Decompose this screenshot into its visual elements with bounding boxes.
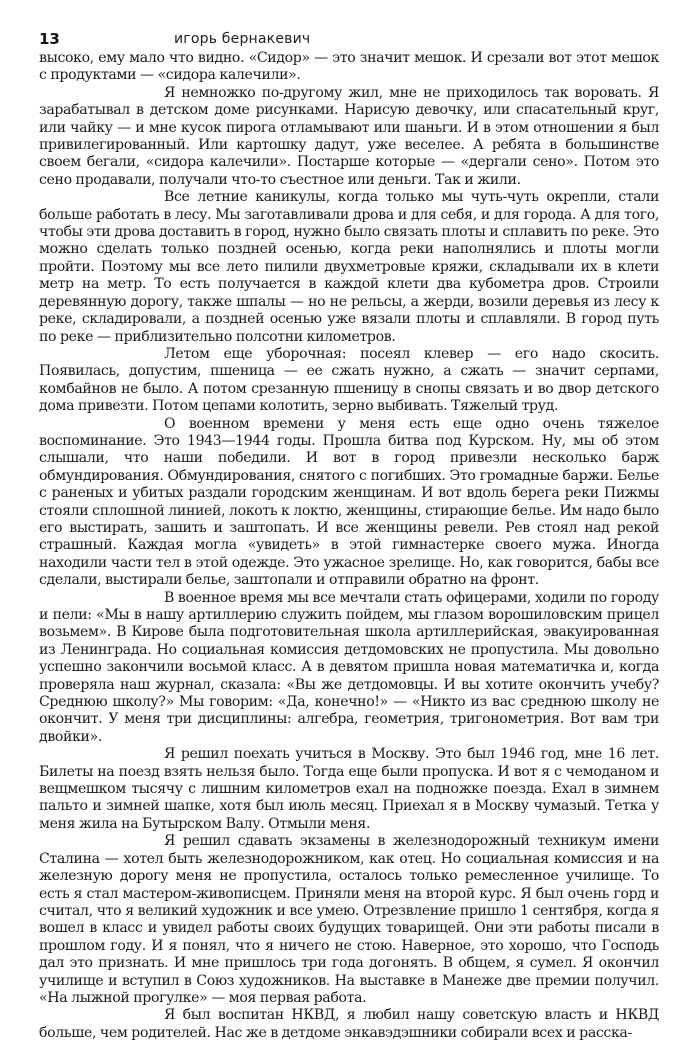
page-header xyxy=(39,28,659,50)
paragraph: Летом еще уборочная: посеял клевер — его надо скосить. Появилась, допустим, пшеница — ее сжать нужно, а сжать — значит серпами, комбайнов не было. А потом срезанную пшеницу в снопы связать и во двор детского дома привезти. Потом цепами колотить, зерно выбивать. Тяжелый труд. xyxy=(39,345,659,415)
page-number: 13 xyxy=(39,30,60,48)
paragraph: Я немножко по-другому жил, мне не приходилось так воровать. Я зарабатывал в детском доме рисунками. Нарисую девочку, или спасательный круг, или чайку — и мне кусок пирога отламывают или шаньги. И в этом отношении я был привилегированный. Или картошку дадут, уже веселее. А ребята в большинстве своем бегали, «сидора калечили». Постарше которые — «дергали сено». Потом это сено продавали, получали что-то съестное или деньги. Так и жили. xyxy=(39,84,659,188)
paragraph: Я был воспитан НКВД, я любил нашу советскую власть и НКВД больше, чем родителей. Нас же в детдоме энкавэдэшники собирали всех и расска- xyxy=(39,1007,659,1041)
paragraph: В военное время мы все мечтали стать офицерами, ходили по городу и пели: «Мы в нашу артиллерию служить пойдем, мы глазом ворошиловским прицел возьмем». В Кирове была подготовительная школа артиллерийская, эвакуированная из Ленинграда. Но социальная комиссия детдомовских не пропустила. Мы довольно успешно закончили восьмой класс. А в девятом пришла новая математичка и, когда проверяла наш журнал, сказала: «Вы же детдомовцы. И вы хотите окончить учебу? Среднюю школу?» Мы говорим: «Да, конечно!» — «Никто из вас среднюю школу не окончит. У меня три дисциплины: алгебра, геометрия, тригонометрия. Вот вам три двойки». xyxy=(39,589,659,745)
running-head-author: игорь бернакевич xyxy=(174,31,311,47)
paragraph: Я решил сдавать экзамены в железнодорожный техникум имени Сталина — хотел быть железнодорожником, как отец. Но социальная комиссия и на железную дорогу меня не пропустила, осталось только ремесленное училище. То есть я стал мастером-живописцем. Приняли меня на второй курс. Я был очень горд и считал, что я великий художник и все умею. Отрезвление пришло 1 сентября, когда я вошел в класс и увидел работы своих будущих товарищей. Они эти работы писали в прошлом году. И я понял, что я ничего не стою. Наверное, это хорошо, что Господь дал это признать. И мне пришлось три года догонять. В общем, я сумел. Я окончил училище и вступил в Союз художников. На выставке в Манеже две премии получил. «На лыжной прогулке» — моя первая работа. xyxy=(39,833,659,1006)
paragraph: Я решил поехать учиться в Москву. Это был 1946 год, мне 16 лет. Билеты на поезд взять нельзя было. Тогда еще были пропуска. И вот я с чемоданом и вещмешком тысячу с лишним километров ехал на подножке поезда. Ехал в зимнем пальто и зимней шапке, хотя был июль месяц. Приехал я в Москву чумазый. Тетка у меня жила на Бутырском Валу. Отмыли меня. xyxy=(39,746,659,832)
paragraph: О военном времени у меня есть еще одно очень тяжелое воспоминание. Это 1943—1944 годы. Прошла битва под Курском. Ну, мы об этом слышали, что наши победили. И вот в город привезли несколько барж обмундирования. Обмундирования, снятого с погибших. Это громадные баржи. Белье с раненых и убитых раздали городским женщинам. И вот вдоль берега реки Пижмы стояли сплошной линией, локоть к локтю, женщины, стирающие белье. Им надо было его выстирать, зашить и заштопать. И все женщины ревели. Рев стоял над рекой страшный. Каждая могла «увидеть» в этой гимнастерке своего мужа. Иногда находили части тел в этой одежде. Это ужасное зрелище. Но, как говорится, бабы все сделали, выстирали белье, заштопали и отправили обратно на фронт. xyxy=(39,415,659,589)
paragraph: высоко, ему мало что видно. «Сидор» — это значит мешок. И срезали вот этот мешок с продуктами — «сидора калечили». xyxy=(39,50,659,84)
body-text xyxy=(39,50,659,1042)
paragraph: Все летние каникулы, когда только мы чуть-чуть окрепли, стали больше работать в лесу. Мы заготавливали дрова и для себя, и для города. А для того, чтобы эти дрова доставить в город, нужно было связать плоты и сплавить по реке. Это можно сделать только поздней осенью, когда реки наполнялись и плоты могли пройти. Поэтому мы все лето пилили двухметровые кряжи, складывали их в клети метр на метр. То есть получается в каждой клети два кубометра дров. Строили деревянную дорогу, также шпалы — но не рельсы, а жерди, возили деревья из лесу к реке, складировали, а поздней осенью уже вязали плоты и сплавляли. В город путь по реке — приблизительно полсотни километров. xyxy=(39,189,659,345)
